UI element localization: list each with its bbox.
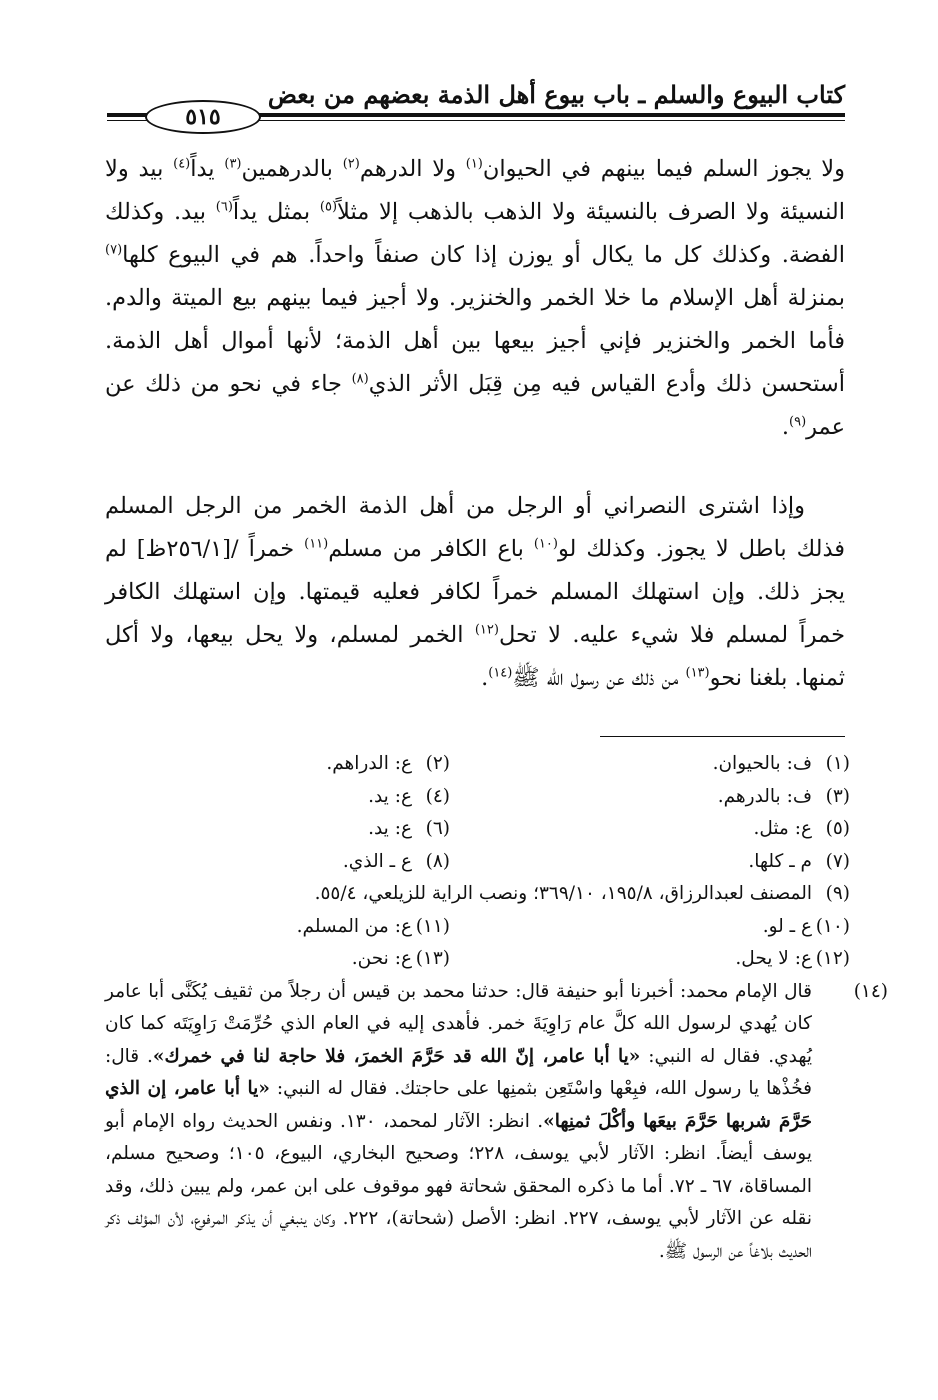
text-span: .: [481, 665, 489, 691]
footnote-ref: (٣): [224, 156, 242, 172]
paragraph-1: [105, 148, 845, 449]
text-span: بمثل يداً: [232, 199, 320, 225]
footnote-13: [105, 943, 450, 976]
footnote-ref: (٨): [351, 371, 369, 387]
footnote-number: (١١): [415, 915, 450, 937]
text-span: بالدرهمين: [241, 156, 343, 182]
footnote-number: (٦): [425, 818, 450, 839]
text-span: باع الكافر من مسلم: [328, 536, 534, 562]
footnote-grid: [105, 748, 850, 878]
text-span: ولا يجوز السلم فيما بينهم في الحيوان: [482, 156, 846, 182]
footnote-text: . انظر: الآثار لمحمد، ١٣٠. ونفس الحديث رواه الإمام أبو يوسف أيضاً. انظر: الآثار لأبي يوسف، ٢٢٨؛ وصحيح البخاري، البيوع، ١٠٥؛ وصحيح مسلم، المساقاة، ٦٧ ـ ٧٢. أما ما ذكره المحقق شحاتة فهو موقوف على ابن عمر، ولم يبين ذلك، وقد نقله عن الآثار لأبي يوسف، ٢٢٧. انظر: الأصل (شحاتة)، ٢٢٢. وكان ينبغي أن يذكر المرفوع، لأن المؤلف ذكر الحديث بلاغاً عن الرسول ﷺ.: [105, 1110, 813, 1262]
footnote-text: المصنف لعبدالرزاق، ١٩٥/٨، ٣٦٩/١٠؛ ونصب الراية للزيلعي، ٥٥/٤.: [314, 883, 812, 904]
footnote-ref: (١): [465, 156, 483, 172]
footnote-number: (٩): [825, 883, 850, 904]
footnote-number: (٥): [825, 818, 850, 839]
text-span: بمنزلة أهل الإسلام ما خلا الخمر والخنزير. ولا أجيز فيما بينهم بيع الميتة والدم. فأما الخمر والخنزير فإني أجيز بيعها بين أهل الذمة؛ لأنها أموال أهل الذمة. أستحسن ذلك وأدع القياس فيه مِن قِبَل الأثر الذي: [105, 285, 846, 397]
text-span: ولا الدرهم: [359, 156, 466, 182]
text-span: خمراً /[٢٥٦/١ظ] لم يجز ذلك. وإن استهلك المسلم خمراً لكافر فعليه قيمتها. وإن استهلك الكافر خمراً لمسلم فلا شيء عليه. لا تحل: [105, 536, 845, 648]
footnote-number: (٢): [425, 753, 450, 774]
footnote-11: [105, 911, 450, 944]
footnote-grid: [105, 911, 850, 976]
footnote-14: [105, 976, 888, 1269]
text-span: الخمر لمسلم، ولا يحل بيعها، ولا أكل ثمنها. بلغنا نحو: [105, 622, 845, 691]
paragraph-2: [105, 485, 845, 700]
footnote-text: م ـ كلها.: [748, 850, 812, 872]
footnote-8: [105, 846, 450, 879]
chapter-title: كتاب البيوع والسلم ـ باب بيوع أهل الذمة بعضهم من بعض: [267, 80, 845, 109]
footnote-ref: (١٠): [533, 536, 558, 552]
footnote-text: ع: لا يحل.: [735, 948, 812, 969]
text-span: بيد. وكذلك الفضة. وكذلك كل ما يكال أو يوزن إذا كان صنفاً واحداً. هم في البيوع كلها: [105, 199, 845, 268]
footnote-text: . قال: فخُذْها يا رسول الله، فبِعْها واسْتَعِن بثمنِها على حاجتك. فقال له النبي:: [105, 1045, 812, 1099]
footnote-text: ع ـ الذي.: [342, 850, 412, 872]
footnote-text: ع: يد.: [368, 818, 412, 839]
footnote-number: (١٤): [853, 980, 888, 1002]
page-header: [105, 76, 845, 130]
footnote-text: ع ـ لو.: [762, 915, 812, 937]
footnote-number: (٣): [825, 785, 850, 807]
footnote-10: [450, 911, 850, 944]
footnote-separator: [600, 736, 845, 737]
footnote-ref: (٧): [105, 242, 123, 258]
footnote-number: (٨): [425, 850, 450, 872]
footnote-ref: (٩): [789, 414, 807, 430]
text-span: بيد ولا النسيئة ولا الصرف بالنسيئة ولا الذهب بالذهب إلا مثلاً: [105, 156, 845, 225]
hadith-quote: «يا أبا عامر، إنّ الله قد حَرَّمَ الخمرَ، فلا حاجة لنا في خمرك»: [152, 1045, 641, 1067]
footnote-ref: (١١): [304, 536, 329, 552]
footnote-number: (١٢): [815, 948, 850, 969]
footnote-number: (٧): [825, 850, 850, 872]
footnote-ref: (١٢): [474, 622, 499, 638]
footnote-2: [105, 748, 450, 781]
text-span: من ذلك عن رسول الله ﷺ: [512, 665, 686, 691]
footnote-12: [450, 943, 850, 976]
footnote-1: [450, 748, 850, 781]
footnote-3: [450, 781, 850, 814]
footnote-ref: (٢): [342, 156, 360, 172]
hadith-quote: «يا أبا عامر، إن الذي حَرَّمَ شربها حَرَّمَ بيعَها وأكْلَ ثمنِها»: [105, 1078, 812, 1132]
footnote-number: (١٠): [815, 915, 850, 937]
footnote-6: [105, 813, 450, 846]
text-span: جاء في نحو من ذلك عن عمر: [105, 371, 845, 440]
footnote-text: قال الإمام محمد: أخبرنا أبو حنيفة قال: حدثنا محمد بن قيس أن رجلاً من ثقيف يُكَنَّى أبا عامر كان يُهدي لرسول الله كلَّ عام رَاوِيَةَ خمر. فأهدى إليه في العام الذي حُرِّمَتْ رَاوِيَتَه كما كان يُهدي. فقال له النبي:: [105, 980, 812, 1067]
footnote-number: (١٣): [415, 948, 450, 969]
footnote-text: ع: نحن.: [351, 948, 412, 969]
page-number-badge: ٥١٥: [145, 100, 261, 134]
footnote-text: ع: الدراهم.: [326, 753, 412, 774]
footnote-ref: (٥): [319, 199, 338, 215]
footnote-text: ع: يد.: [368, 785, 412, 807]
text-span: .: [781, 414, 789, 440]
text-span: يداً: [190, 156, 225, 182]
footnote-5: [450, 813, 850, 846]
footnote-text: ف: بالدرهم.: [717, 785, 812, 807]
footnote-number: (٤): [425, 785, 450, 807]
footnote-text: ف: بالحيوان.: [712, 753, 812, 774]
main-text: [105, 148, 845, 700]
footnote-ref: (٦): [215, 199, 233, 215]
footnote-7: [450, 846, 850, 879]
footnote-text: ع: مثل.: [753, 818, 812, 839]
footnote-ref: (٤): [173, 156, 191, 172]
footnote-9: [105, 878, 850, 911]
footnote-ref: (١٣): [685, 665, 710, 681]
footnote-number: (١): [825, 753, 850, 774]
footnote-4: [105, 781, 450, 814]
footnote-ref: (١٤): [488, 665, 513, 681]
footnotes: [105, 748, 888, 1268]
footnote-text: ع: من المسلم.: [296, 915, 412, 937]
text-span: وإذا اشترى النصراني أو الرجل من أهل الذمة الخمر من الرجل المسلم فذلك باطل لا يجوز. وكذلك لو: [105, 493, 846, 562]
